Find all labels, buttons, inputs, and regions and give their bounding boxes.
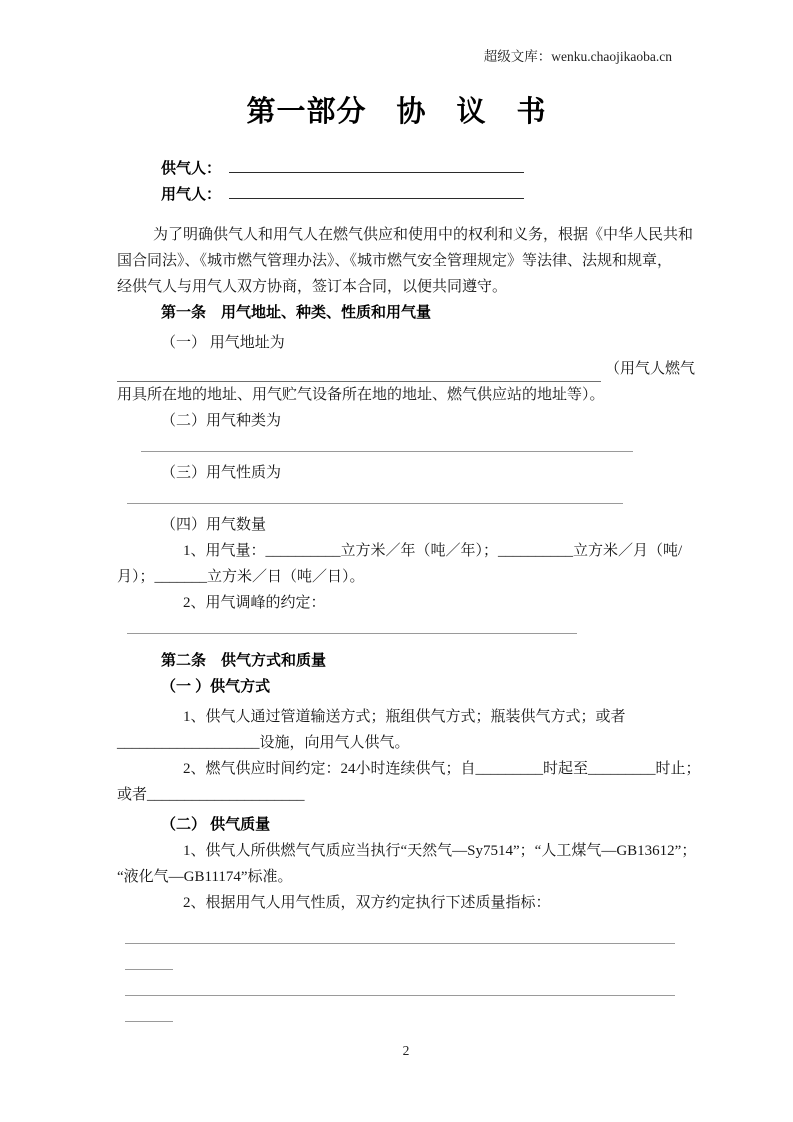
article2-part1-sub2-line2: 或者_____________________ [117, 787, 305, 803]
peak-adjust-field [127, 633, 577, 634]
preamble-line: 国合同法》、《城市燃气管理办法》、《城市燃气安全管理规定》等法律、法规和规章， [117, 253, 673, 269]
user-label: 用气人： [161, 186, 222, 203]
quality-indicator-blank-row [117, 930, 695, 956]
article1-item2-blank-row [117, 434, 695, 460]
article1-item1-label: （一） 用气地址为 [161, 335, 285, 351]
preamble-line: 为了明确供气人和用气人在燃气供应和使用中的权利和义务，根据《中华人民共和 [153, 227, 694, 243]
article1-item2-label: （二）用气种类为 [161, 413, 282, 429]
article2-part2-sub1-line2: “液化气—GB11174”标准。 [117, 869, 293, 885]
article2-part1-sub2-line1: 2、燃气供应时间约定：24小时连续供气；自_________时起至_________时止； [183, 761, 701, 777]
user-party-line [117, 182, 695, 208]
article1-item4-label: （四）用气数量 [161, 517, 267, 533]
supplier-label: 供气人： [161, 160, 222, 177]
article2-part1-sub1-line2: ___________________设施，向用气人供气。 [117, 735, 410, 751]
article1-item4-sub1-line1: 1、用气量：__________立方米／年（吨／年）；__________立方米／月（吨/ [183, 543, 683, 559]
article2-part2-heading: （二） 供气质量 [161, 816, 271, 833]
gas-address-field [117, 361, 601, 382]
watermark: 超级文库：wenku.chaojikaoba.cn [483, 49, 672, 64]
article1-item4-sub1-line2: 月）；_______立方米／日（吨／日）。 [117, 569, 365, 585]
article1-item1-blank-row [117, 356, 695, 382]
article1-item1-note-tail: （用气人燃气 [604, 361, 695, 377]
supplier-party-line [117, 156, 695, 182]
article2-part2-sub1-line1: 1、供气人所供燃气气质应当执行“天然气—Sy7514”；“人工煤气—GB13612”； [183, 843, 697, 859]
gas-kind-field [141, 451, 633, 452]
article1-item3-label: （三）用气性质为 [161, 465, 282, 481]
user-name-field [229, 183, 524, 199]
page-number: 2 [402, 1043, 410, 1058]
article1-item3-blank-row [117, 486, 695, 512]
quality-indicator-field [125, 969, 173, 970]
quality-indicator-blank-row [117, 1008, 695, 1034]
article1-item4-sub2-blank-row [117, 616, 695, 642]
article2-part2-sub2-label: 2、根据用气人用气性质，双方约定执行下述质量指标： [183, 895, 551, 911]
preamble-paragraph [117, 222, 695, 300]
preamble-line: 经供气人与用气人双方协商，签订本合同，以便共同遵守。 [117, 279, 508, 295]
article2-heading: 第二条 供气方式和质量 [161, 652, 327, 669]
quality-indicator-blank-row [117, 956, 695, 982]
article1-item4-sub2-label: 2、用气调峰的约定： [183, 595, 326, 611]
gas-nature-field [127, 503, 623, 504]
page-title: 第一部分 协 议 书 [246, 96, 547, 128]
article2-part1-sub1-line1: 1、供气人通过管道输送方式；瓶组供气方式；瓶装供气方式；或者 [183, 709, 626, 725]
quality-indicator-field [125, 1021, 173, 1022]
article2-part1-heading: （一 ）供气方式 [161, 678, 271, 695]
supplier-name-field [229, 157, 524, 173]
article1-item1-note-cont: 用具所在地的地址、用气贮气设备所在地的地址、燃气供应站的地址等）。 [117, 387, 605, 403]
quality-indicator-field [125, 995, 675, 996]
article1-heading: 第一条 用气地址、种类、性质和用气量 [161, 304, 432, 321]
quality-indicator-blank-row [117, 982, 695, 1008]
quality-indicator-field [125, 943, 675, 944]
